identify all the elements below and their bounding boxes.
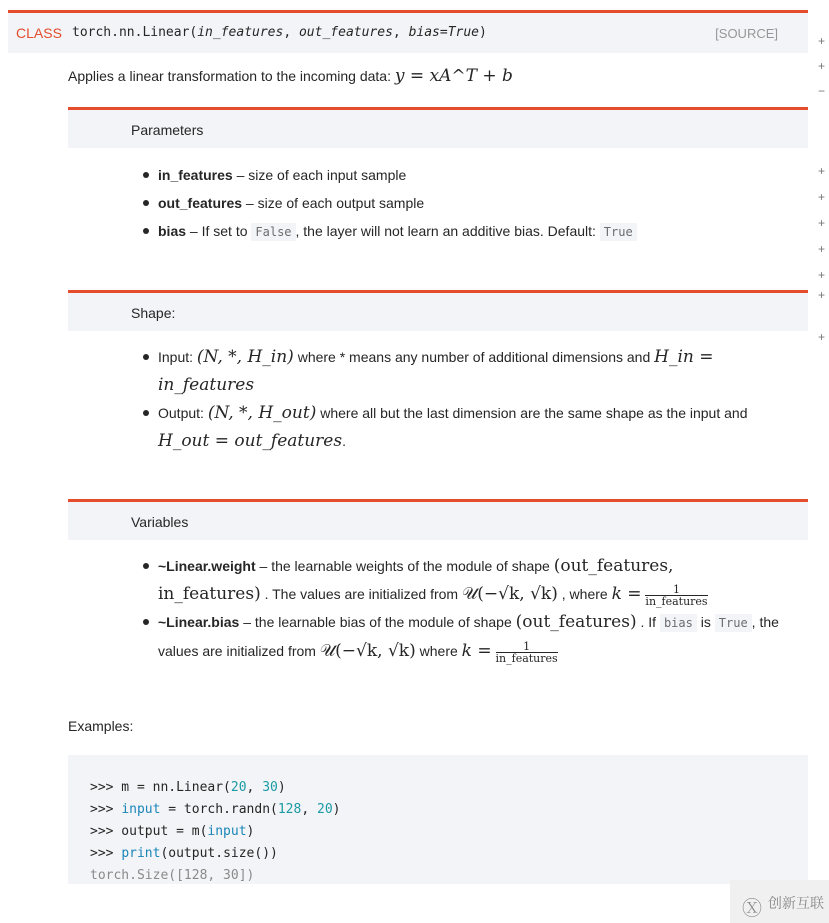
code-line: >>> m = nn.Linear(20, 30) xyxy=(90,780,286,795)
fraction: $\frac{1}{\text{in\_features}}$ xyxy=(645,582,708,608)
code-block[interactable] xyxy=(68,755,808,884)
list-item: Output: (N, *, H_out) where all but the last dimension are the same shape as the input and H_out = out_features. xyxy=(140,399,780,455)
list-item: out_features – size of each output sample xyxy=(140,189,780,217)
expand-toggle-icon[interactable]: + xyxy=(818,288,826,302)
code-line: >>> output = m(input) xyxy=(90,824,255,839)
list-item: Input: (N, *, H_in) where * means any number of additional dimensions and H_in = in_features xyxy=(140,343,780,399)
class-signature xyxy=(8,10,808,53)
expand-toggle-icon[interactable]: + xyxy=(818,242,826,256)
code-text xyxy=(90,777,340,887)
expand-toggle-icon[interactable]: + xyxy=(818,59,826,73)
list-item: ~Linear.weight – the learnable weights of the module of shape (out_features, in_features) . The values are initialized from 𝒰(−√k, √k) , where k = $\frac{1}{\text{in\_features}}$ xyxy=(140,552,780,608)
class-label: CLASS xyxy=(16,25,62,41)
list-item: in_features – size of each input sample xyxy=(140,161,780,189)
variables-header: Variables xyxy=(68,499,808,540)
code-line: >>> input = torch.randn(128, 20) xyxy=(90,802,341,817)
expand-toggle-icon[interactable]: + xyxy=(818,34,826,48)
shape-list xyxy=(140,343,780,455)
list-item: bias – If set to False , the layer will not learn an additive bias. Default: True xyxy=(140,217,780,246)
description: Applies a linear transformation to the incoming data: y = xA^T + b xyxy=(68,66,513,86)
watermark: Ⓧ 创新互联 xyxy=(730,880,829,923)
source-link[interactable]: [SOURCE] xyxy=(715,26,778,41)
examples-title: Examples: xyxy=(68,718,134,734)
class-name: torch.nn.Linear(in_features, out_features, bias=True) xyxy=(72,25,487,40)
parameters-header: Parameters xyxy=(68,107,808,148)
list-item: ~Linear.bias – the learnable bias of the module of shape (out_features) . If bias is True , the values are initialized from 𝒰(−√k, √k) where k = $\frac{1}{\text{in\_features}}$ xyxy=(140,608,780,665)
expand-toggle-icon[interactable]: − xyxy=(818,84,826,98)
expand-toggle-icon[interactable]: + xyxy=(818,190,826,204)
code-line: >>> print(output.size()) xyxy=(90,846,278,861)
expand-toggle-icon[interactable]: + xyxy=(818,268,826,282)
expand-toggle-icon[interactable]: + xyxy=(818,216,826,230)
expand-toggle-icon[interactable]: + xyxy=(818,330,826,344)
variables-list xyxy=(140,552,780,665)
parameters-list xyxy=(140,161,780,246)
expand-toggle-icon[interactable]: + xyxy=(818,164,826,178)
code-output: torch.Size([128, 30]) xyxy=(90,868,255,883)
fraction: $\frac{1}{\text{in\_features}}$ xyxy=(495,639,558,665)
shape-header: Shape: xyxy=(68,290,808,331)
formula: y = xA^T + b xyxy=(394,66,513,86)
